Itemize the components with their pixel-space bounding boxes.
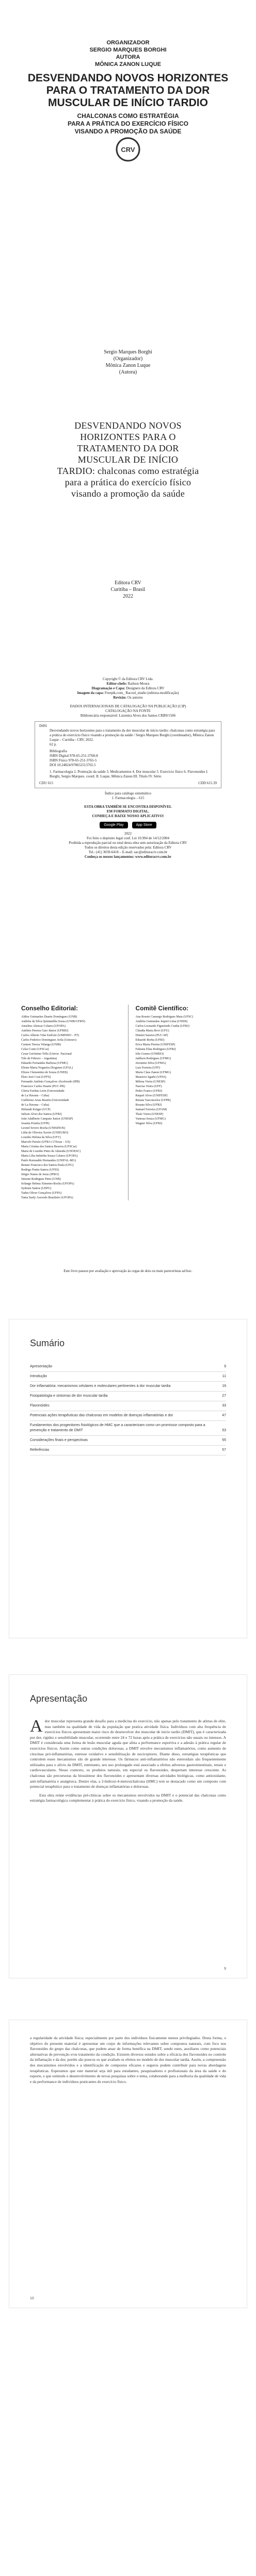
continued-page — [9, 2020, 247, 2308]
tp-title-line: HORIZONTES PARA O — [80, 432, 176, 442]
summary-entry-page: 11 — [222, 1375, 226, 1378]
summary-entry-page: 27 — [222, 1394, 226, 1398]
summary-title: Sumário — [30, 1338, 65, 1348]
summary-entry[interactable] — [30, 1382, 226, 1392]
council-member: Mauricio Sgarbi (UFES) — [135, 1076, 166, 1079]
tp-organizer: Sergio Marques Borghi — [104, 349, 152, 355]
editor-name: Railson Moura — [127, 682, 150, 686]
council-member: Élsio José Corá (UFFS) — [21, 1076, 51, 1079]
summary-entry-page: 55 — [222, 1438, 226, 1442]
council-member: Três de Febrero – Argentina) — [21, 1057, 57, 1060]
crv-logo-text: CRV — [121, 146, 135, 154]
catalog-record-box — [35, 721, 221, 788]
year-line: 2022 — [124, 832, 132, 836]
council-member: Andréia Guimarães Jequiri Lima (UNEB) — [135, 1020, 188, 1023]
council-member: de La Havana – Cuba) — [21, 1104, 49, 1107]
summary-entry-title: Considerações finais e perspectivas — [30, 1438, 88, 1442]
google-play-badge[interactable]: Google Play — [100, 822, 127, 828]
digital-line: ESTA OBRA TAMBÉM SE ENCONTRA DISPONÍVEL — [84, 805, 172, 809]
council-member: Cláudia Maria Bovi (UFU) — [135, 1029, 169, 1032]
summary-entry[interactable] — [30, 1362, 226, 1372]
summary-entry-title: Potenciais ações terapêuticas das chalconas em modelos de doenças inflamatórias e dor — [30, 1414, 173, 1417]
tp-author: Mônica Zanon Luque — [105, 363, 151, 368]
tp-author-role: (Autora) — [119, 369, 137, 375]
summary-entry-title: Dor inflamatória: mecanismos celulares e moleculares pertinentes à dor muscular tardia — [30, 1384, 171, 1388]
cover-subtitle — [9, 112, 247, 135]
summary-entry[interactable] — [30, 1401, 226, 1411]
council-member: Andréia da Silva Quintanilha Sousa (UNIR/UFRN) — [21, 1020, 85, 1023]
presentation-paragraph-2: Esta obra reúne evidências pré-clínicas sobre os mecanismos envolvidos na DMIT e o potencial das chalconas como estratégia farmacológica complementar à prática do exercício físico, visando a promoção da saúde. — [30, 1792, 226, 1803]
tp-title-line: para a prática do exercício físico — [65, 477, 191, 487]
tp-title-line: DESVENDANDO NOVOS — [74, 420, 182, 431]
organizer-name: SERGIO MARQUES BORGHI — [89, 47, 167, 53]
council-member: Fernando Antônio Gonçalves Alcoforado (IPB) — [21, 1080, 80, 1083]
editorial-council — [21, 1005, 121, 1200]
council-member: Maria de Lourdes Pinto de Almeida (UNOESC) — [21, 1150, 81, 1153]
diag-label: Diagramação e Capa: — [91, 686, 125, 690]
summary-page — [9, 1319, 247, 1638]
record-isbn1: ISBN Digital 978-65-251-3768-8 — [50, 754, 98, 758]
summary-entry[interactable] — [30, 1372, 226, 1382]
editor-label: Editor-chefe: — [106, 682, 127, 686]
council-member: Carlos Federico Dominguez Avila (Unieuro) — [21, 1039, 76, 1042]
record-code: D491 — [39, 724, 47, 728]
summary-entry-page: 47 — [222, 1414, 226, 1417]
council-member: Maria Cristina dos Santos Bezerra (UFSCar) — [21, 1145, 77, 1148]
tp-title-line: TRATAMENTO DA DOR — [77, 443, 179, 453]
summary-entry-title: Fisiopatologia e sintomas de dor muscular tardia — [30, 1394, 108, 1398]
digital-line: EM FORMATO DIGITAL. — [106, 809, 150, 814]
council-member: Leonel Severo Rocha (UNISINOS) — [21, 1127, 66, 1130]
summary-entry[interactable] — [30, 1446, 226, 1455]
continued-paragraph: a regularidade da atividade física; especialmente por parte dos indivíduos fisicamente menos privilegiados. Desta forma, o objetivo do presente material é apresentar um corpo de informações relevantes sobre compostos naturais, com foco nos flavonoides do grupo das chalconas, que podem atuar de forma benéfica na DMIT, sendo estes, auxiliares como potenciais alternativas de prevenção e/ou tratamento da condição. Existem diversos estudos sobre a eficácia dos flavonoides no controle da inflamação e da dor, porém são poucos os que avaliam os efeitos no modelo de dor muscular tardia. Assim, a compreensão dos mecanismos envolvidos e a identificação de compostos eficazes e seguros podem contribuir para novas abordagens terapêuticas. Esperamos que este material seja útil para estudantes, pesquisadores e profissionais da área da saúde e do esporte, e que estimule o desenvolvimento de novas pesquisas sobre o tema, colaborando para a melhoria da qualidade de vida e da performance de indivíduos praticantes de exercício físico. — [30, 2036, 226, 2084]
tp-organizer-role: (Organizador) — [113, 356, 143, 362]
council-member: Fabiane Elias Rodrigues (UFRJ) — [135, 1048, 176, 1051]
council-page — [9, 994, 247, 1283]
council-member: Carlos Alberto Vilar Estêvão (UMINHO – PT) — [21, 1034, 79, 1037]
tp-title — [9, 420, 247, 499]
summary-entry-title: Flavonóides — [30, 1404, 50, 1408]
record-codes — [39, 781, 217, 786]
legal-line: Todos os direitos desta edição reservados pela: Editora CRV — [84, 845, 172, 850]
rev-label: Revisão: — [113, 696, 127, 700]
scientific-committee — [136, 1005, 235, 1200]
summary-entry-page: 53 — [222, 1429, 226, 1432]
record-isbn2: ISBN Físico 978-65-251-3765-5 — [50, 758, 97, 762]
council-member: Paulo Romualdo Hernandes (UNIFAL-MG) — [21, 1159, 76, 1162]
council-member: Helmuth Krüger (UCP) — [21, 1108, 51, 1111]
diag-value: Designers da Editora CRV — [126, 686, 165, 690]
summary-content — [9, 1319, 247, 1455]
record-subjects: 1. Farmacologia 2. Promoção da saúde 3. Medicamentos 4. Dor muscular 5. Exercício físico 6. Flavonoides I. Borghi, Sergio Marques. coord. II. Luque, Mônica Zanon III. Título IV. Série. — [50, 770, 209, 778]
organizer-label: ORGANIZADOR — [106, 40, 150, 46]
council-member: Lídia de Oliveira Xavier (UNIEURO) — [21, 1131, 69, 1134]
index-title: Índice para catálogo sistemático — [105, 791, 151, 795]
council-member: Wagner Silva (UFRJ) — [135, 1122, 163, 1125]
img-value: Freepik.com_ Racool_studio (editora-modificação) — [104, 691, 179, 695]
council-member: Gloria Fariñas León (Universidade — [21, 1090, 65, 1093]
council-member: João Adalberto Campato Junior (UNESP) — [21, 1117, 73, 1121]
council-member: Jadilson Rodrigues (UFMG) — [135, 1057, 171, 1060]
cover-subtitle-line: CHALCONAS COMO ESTRATÉGIA — [77, 112, 179, 120]
cip-title: DADOS INTERNACIONAIS DE CATALOGAÇÃO NA PUBLICAÇÃO (CIP) — [70, 704, 186, 708]
presentation-paragraph — [30, 1719, 226, 1790]
tp-year: 2022 — [123, 594, 133, 599]
council-member: Jailson Alves dos Santos (UFRJ) — [21, 1113, 62, 1116]
cdu-code: CDU 615 — [39, 781, 54, 785]
council-columns — [9, 994, 247, 1200]
editorial-council-list — [21, 1015, 121, 1200]
council-member: Samuel Ferreira (UFAM) — [135, 1108, 167, 1111]
council-member: Ana Rosete Camargo Rodrigues Maia (UFSC) — [135, 1015, 194, 1019]
tp-city: Curitiba – Brasil — [110, 587, 146, 592]
rev-line — [9, 696, 247, 700]
store-badges — [9, 822, 247, 828]
app-store-badge[interactable]: App Store — [132, 822, 156, 828]
council-member: Renata Vasconcelos (UFPR) — [135, 1099, 171, 1102]
cover-title-line: PARA O TRATAMENTO DA DOR — [46, 84, 210, 96]
site-link[interactable]: Conheça os nossos lançamentos: www.editoracrv.com.br — [84, 855, 172, 859]
council-member: Elione Maria Nogueira Diogenes (UFAL) — [21, 1066, 73, 1070]
council-member: Anselmo Alencar Colares (UFOPA) — [21, 1025, 66, 1028]
continued-content — [9, 2020, 247, 2084]
title-page-credits — [9, 349, 247, 376]
summary-entry-page: 57 — [222, 1448, 226, 1452]
council-member: Francisco Carlos Duarte (PUC-PR) — [21, 1085, 65, 1088]
tp-title-line: MUSCULAR DE INÍCIO — [77, 454, 179, 465]
council-member: Maria Clara Zanon (UFMG) — [135, 1071, 171, 1074]
cip-sub2: Bibliotecária responsável: Luzenira Alves dos Santos CRB9/1506 — [80, 714, 176, 718]
tp-imprint — [9, 580, 247, 600]
council-member: Luis Ferreira (UFF) — [135, 1066, 161, 1070]
council-member: Raquel Alves (UNIFESP) — [135, 1094, 168, 1097]
summary-entry-page: 33 — [222, 1404, 226, 1408]
img-label: Imagem da capa: — [77, 691, 104, 695]
council-member: Tadeu Oliver Gonçalves (UFPA) — [21, 1192, 62, 1195]
council-member: Carmen Tereza Velanga (UNIR) — [21, 1043, 61, 1046]
record-pages: 62 p. — [50, 742, 57, 747]
summary-list — [30, 1362, 226, 1455]
council-member: Lourdes Helena da Silva (UFV) — [21, 1136, 61, 1139]
legal-line: Foi feito o depósito legal conf. Lei 10.994 de 14/12/2004 — [86, 836, 169, 840]
drop-cap: A — [30, 1717, 43, 1736]
cover-subtitle-line: PARA A PRÁTICA DO EXERCÍCIO FÍSICO — [67, 120, 188, 127]
presentation-content — [9, 1675, 247, 1804]
council-member: Dimitri Saraiva (PUC-SP) — [135, 1034, 168, 1037]
summary-entry[interactable] — [30, 1392, 226, 1401]
council-member: Pedro Franco (UFRJ) — [135, 1090, 163, 1093]
council-member: Eduardo Fernandes Barbosa (UFMG) — [21, 1062, 68, 1065]
img-line — [9, 691, 247, 696]
record-biblio: Bibliografia — [50, 749, 67, 753]
cover-title — [9, 72, 247, 109]
council-member: Celso Conti (UFSCar) — [21, 1048, 49, 1051]
council-member: Renato Francisco dos Santos Paula (UFG) — [21, 1164, 74, 1167]
council-member: Antônio Pereira Gaio Júnior (UFRRJ) — [21, 1029, 69, 1032]
council-member: Vanessa Souza (UFMG) — [135, 1117, 166, 1121]
council-member: Eduardo Borba (UFRJ) — [135, 1039, 165, 1042]
legal-line: Proibida a reprodução parcial ou total desta obra sem autorização da Editora CRV — [69, 841, 187, 845]
contact-line: Tel.: (41) 3039-6418 – E-mail: sac@editoracrv.com.br — [88, 850, 168, 854]
council-member: Carlos Leonardo Figueiredo Cunha (UFRJ) — [135, 1025, 189, 1028]
council-member: Thaís Vieira (UNESP) — [135, 1113, 164, 1116]
digital-line: CONHEÇA E BAIXE NOSSO APLICATIVO! — [92, 814, 164, 818]
council-member: Milena Vieira (UNESP) — [135, 1080, 166, 1083]
summary-entry[interactable] — [30, 1411, 226, 1421]
author-name: MÔNICA ZANON LUQUE — [95, 61, 161, 67]
tp-title-line: TARDIO: chalconas como estratégia — [57, 466, 199, 476]
council-member: Irlis Gomes (UNIRIO) — [135, 1053, 164, 1056]
rev-value: Os autores — [127, 696, 143, 700]
council-member: Jeronimo Silva (UFMA) — [135, 1062, 166, 1065]
diag-line — [9, 686, 247, 691]
cover-title-line: DESVENDANDO NOVOS HORIZONTES — [27, 72, 229, 84]
summary-entry-title: Apresentação — [30, 1365, 53, 1368]
scientific-committee-list — [136, 1015, 235, 1126]
cover-credits — [9, 39, 247, 68]
page-number: 10 — [30, 2297, 34, 2300]
tp-title-line: visando a promoção da saúde — [71, 488, 185, 499]
index-item: 1. Farmacologia – 615 — [111, 796, 145, 800]
council-member: Josania Portela (UFPI) — [21, 1122, 50, 1125]
presentation-page — [9, 1674, 247, 1978]
page-number: 9 — [224, 1967, 226, 1971]
cover-page — [9, 31, 247, 330]
summary-entry-title: Fundamentos dos progenitores fisiológicos de HMC que a caracterizam como um promissor composto para a prevenção e tratamento de DMIT — [30, 1423, 205, 1432]
summary-entry-page: 9 — [224, 1365, 226, 1368]
council-member: Maria Lília Imbiriba Sousa Colares (UFOPA) — [21, 1155, 78, 1158]
council-member: Narcisa Vieira (UFF) — [135, 1085, 162, 1088]
council-member: Simone Rodrigues Pinto (UNB) — [21, 1178, 61, 1181]
council-member: Tania Suely Azevedo Brasileiro (UFOPA) — [21, 1196, 73, 1199]
title-page — [9, 337, 247, 652]
summary-entry-page: 19 — [222, 1384, 226, 1388]
summary-entry-title: Referências — [30, 1448, 50, 1452]
council-member: Sérgio Nunes de Jesus (IFRO) — [21, 1173, 59, 1176]
cip-sub: CATALOGAÇÃO NA FONTE — [105, 709, 151, 713]
council-member: Rodrigo Pratte-Santos (UFES) — [21, 1168, 59, 1172]
council-member: de La Havana – Cuba) — [21, 1094, 49, 1097]
copyright-line: Copyright © da Editora CRV Ltda. — [103, 677, 153, 681]
council-member: Guillermo Arias Beatón (Universidade — [21, 1099, 69, 1102]
scientific-committee-title: Comitê Científico: — [135, 1005, 189, 1012]
summary-entry[interactable] — [30, 1436, 226, 1446]
cdd-code: CDD 615.39 — [198, 781, 217, 785]
crv-logo-icon — [115, 137, 141, 162]
peer-review-note: Este livro passou por avaliação e aprovação às cegas de dois ou mais pareceristas ad hoc. — [63, 1269, 193, 1273]
council-member: Cesar Gerónimo Tello (Univer .Nacional — [21, 1053, 72, 1056]
council-member: Sydione Santos (UEPG) — [21, 1187, 52, 1190]
author-label: AUTORA — [116, 54, 140, 60]
editor-line — [9, 682, 247, 686]
council-member: Rosana Silva (UFRJ) — [135, 1104, 162, 1107]
record-doi: DOI 10.24824/978652513765.5 — [50, 763, 96, 767]
council-member: Solange Helena Ximenes-Rocha (UFOPA) — [21, 1182, 74, 1185]
editorial-council-title: Conselho Editorial: — [21, 1005, 78, 1012]
presentation-text: dor muscular representa grande desafio para a medicina do exercício, não apenas pelo tratamento de atletas de elite, mas também na qualidade de vida da população que pratica atividade física. Indivíduos com alta frequência de exercícios físicos apresentam maior risco de desenvolver dor muscular de início tardio (DMIT), que é caracterizada por dor, rigidez e sensibilidade muscular, ocorrendo entre 24 e 72 horas após a prática de exercícios não usuais ou intensos. A DMIT é considerada uma forma de lesão muscular aguda que afeta a performance esportiva e a adesão à prática regular de exercícios físicos. Assim como outras condições dolorosas, a DMIT envolve mecanismos inflamatórios, como aumento de citocinas pró-inflamatórias, estresse oxidativo e sensibilização de nociceptores. Diante disso, estratégias terapêuticas que controlem esses mecanismos são de grande interesse. Os fármacos anti-inflamatórios não esteroidais são frequentemente utilizados para o alívio da DMIT, entretanto, seu uso prolongado está associado a efeitos adversos gastrointestinais, renais e cardiovasculares. Nesse contexto, os produtos naturais, em especial os flavonoides, despertam interesse crescente. As chalconas são precursoras da biossíntese dos flavonoides e apresentam diversas atividades biológicas, como antioxidante, anti-inflamatória e analgésica. Dentre elas, a 2-hidroxi-4-metoxichalcona (HMC) tem se destacado como um composto com potencial terapêutico para o tratamento de doenças inflamatórias e dolorosas. — [30, 1719, 226, 1789]
summary-entry-title: Introdução — [30, 1375, 47, 1378]
cover-subtitle-line: VISANDO A PROMOÇÃO DA SAÚDE — [74, 128, 182, 135]
council-divider — [128, 1005, 129, 1200]
cover-title-line: MUSCULAR DE INÍCIO TARDIO — [48, 97, 208, 109]
catalog-page — [9, 670, 247, 969]
council-member: Marcelo Paixão (UFRJ e UTexas – US) — [21, 1141, 70, 1144]
council-member: Erica Maria Pereira (UNIFESP) — [135, 1043, 175, 1046]
summary-entry[interactable] — [30, 1421, 226, 1436]
tp-publisher: Editora CRV — [115, 580, 141, 586]
record-text: Desvendando novos horizontes para o tratamento da dor muscular de início tardio: chalconas como estratégia para a prática do exercício físico visando a promoção da saúde / Sergio Marques Borghi (coordenador), Mônica Zanon Luque – Curitiba : CRV, 2022. — [50, 728, 215, 742]
council-member: Aldira Guimarães Duarte Domínguez (UNB) — [21, 1015, 77, 1019]
presentation-title: Apresentação — [30, 1693, 88, 1704]
council-member: Elizeu Clementino de Souza (UNEB) — [21, 1071, 68, 1074]
